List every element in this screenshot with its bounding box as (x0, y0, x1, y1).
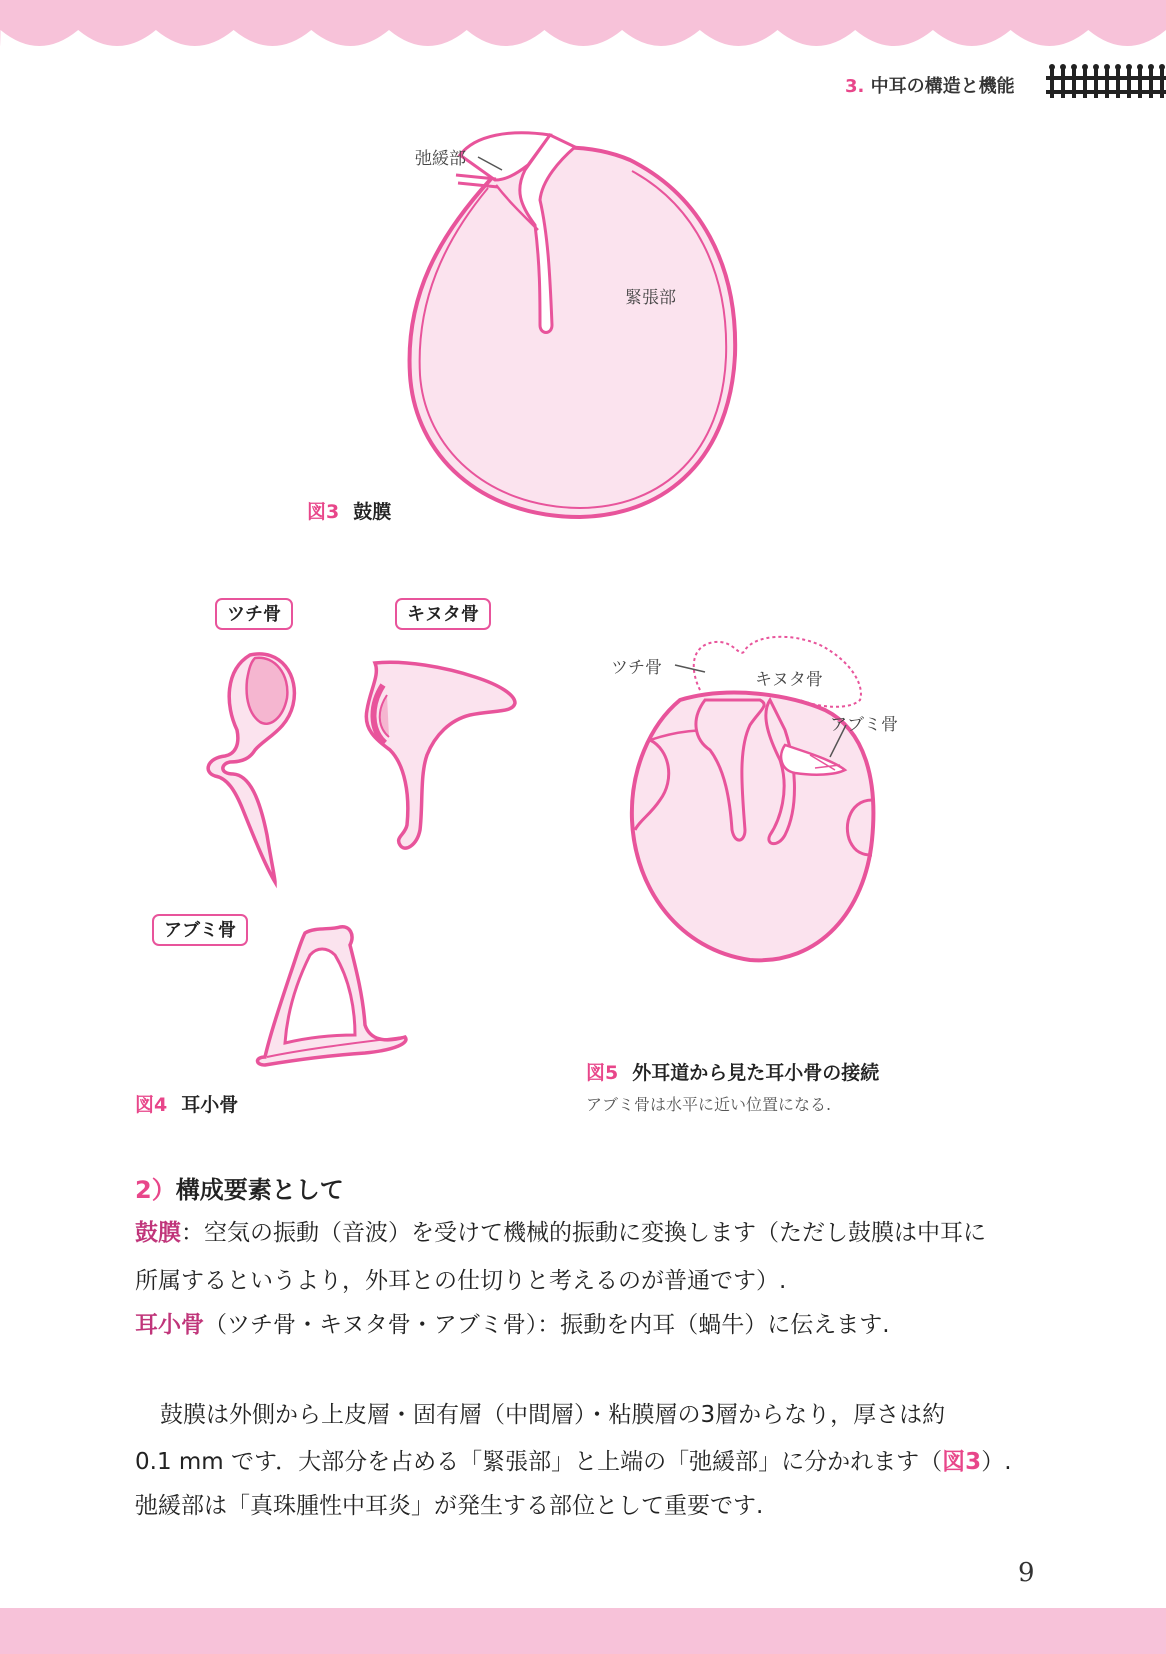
body-item2 (135, 1314, 890, 1337)
body-item1-line1 (135, 1222, 986, 1245)
paragraph-line2-b: ）. (981, 1449, 1012, 1475)
header-section-title: 中耳の構造と機能 (870, 76, 1015, 97)
paragraph-line3: 弛緩部は「真珠腫性中耳炎」が発生する部位として重要です. (135, 1493, 764, 1519)
box-label-stapes: アブミ骨 (152, 914, 248, 946)
paragraph-line1: 鼓膜は外側から上皮層・固有層（中間層）・粘膜層の3層からなり，厚さは約 (160, 1402, 946, 1428)
figure5-caption (586, 1058, 879, 1085)
term-ossicles: 耳小骨 (135, 1312, 204, 1338)
figure3-number: 図3 (307, 501, 340, 523)
fig5-label-stapes: アブミ骨 (830, 715, 898, 735)
paragraph-line2 (135, 1451, 1012, 1474)
box-label-incus: キヌタ骨 (395, 598, 491, 630)
page-number: 9 (1018, 1558, 1035, 1588)
figure4-number: 図4 (135, 1094, 168, 1116)
fig5-label-malleus: ツチ骨 (611, 658, 662, 678)
section-number: 2） (135, 1176, 176, 1204)
bottom-band (0, 1608, 1166, 1654)
term-eardrum: 鼓膜 (135, 1220, 181, 1246)
figure5-title: 外耳道から見た耳小骨の接続 (632, 1062, 880, 1084)
figure3-reference: 図3 (942, 1449, 982, 1475)
item1-text-line1: ：空気の振動（音波）を受けて機械的振動に変換します（ただし鼓膜は中耳に (181, 1220, 986, 1246)
figure5-number: 図5 (586, 1062, 619, 1084)
body-item1-line2: 所属するというより，外耳との仕切りと考えるのが普通です）. (135, 1268, 787, 1294)
section-title: 構成要素として (175, 1176, 344, 1204)
label-pars-tensa: 緊張部 (625, 288, 676, 308)
section-heading (135, 1170, 344, 1205)
paragraph-line2-a: 0.1 mm です．大部分を占める「緊張部」と上端の「弛緩部」に分かれます（ (135, 1449, 943, 1475)
box-label-malleus: ツチ骨 (215, 598, 293, 630)
figure5-note: アブミ骨は水平に近い位置になる. (586, 1095, 832, 1114)
figure4-title: 耳小骨 (181, 1094, 239, 1116)
fig5-label-incus: キヌタ骨 (755, 670, 823, 690)
label-pars-flaccida: 弛緩部 (415, 149, 466, 169)
figure3-title: 鼓膜 (353, 501, 392, 523)
item2-text: （ツチ骨・キヌタ骨・アブミ骨）：振動を内耳（蝸牛）に伝えます. (204, 1312, 890, 1338)
header-section-number: 3. (845, 76, 865, 97)
